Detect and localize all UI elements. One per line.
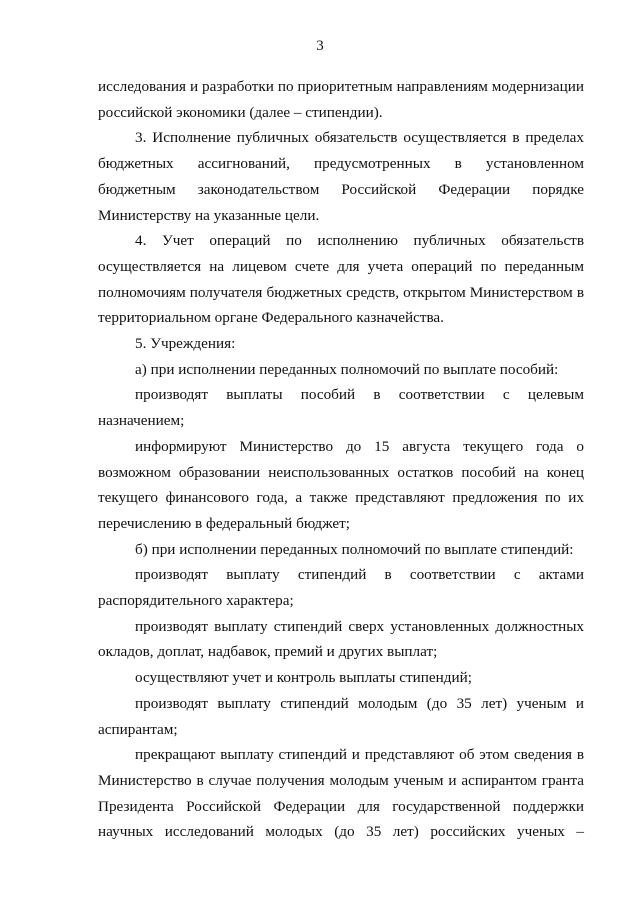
paragraph-item-4: 4. Учет операций по исполнению публичных обязательств осуществляется на лицевом счете для учета операций по переданным полномочиям получателя бюджетных средств, открытом Министерством в территориальном органе Федерального казначейства. [98,232,584,327]
paragraph-item-3: 3. Исполнение публичных обязательств осуществляется в пределах бюджетных ассигнований, предусмотренных в установленном бюджетным законодательством Российской Федерации порядке Министерству на указанные цели. [98,129,584,224]
paragraph-stipend-acts: производят выплату стипендий в соответствии с актами распорядительного характера; [98,566,584,610]
page-number: 3 [316,38,324,54]
paragraph-stipend-young: производят выплату стипендий молодым (до 35 лет) ученым и аспирантам; [98,694,584,738]
paragraph-subitem-b: б) при исполнении переданных полномочий по выплате стипендий: [135,540,574,558]
paragraph-stipend-stop: прекращают выплату стипендий и представляют об этом сведения в Министерство в случае получения молодым ученым и аспирантом гранта Президента Российской Федерации для государственной поддержки научных исследований молодых (до 35 лет) российских ученых – [98,746,584,841]
paragraph-benefit-notice: информируют Министерство до 15 августа текущего года о возможном образовании неиспользованных остатков пособий на конец текущего финансового года, а также представляют предложения по их перечислению в федеральный бюджет; [98,437,584,532]
paragraph-stipend-extra: производят выплату стипендий сверх установленных должностных окладов, доплат, надбавок, премий и других выплат; [98,617,584,661]
paragraph-item-5: 5. Учреждения: [135,335,236,353]
paragraph-stipend-control: осуществляют учет и контроль выплаты стипендий; [135,669,472,687]
document-body [98,74,584,845]
paragraph-subitem-a: а) при исполнении переданных полномочий по выплате пособий: [135,360,559,378]
paragraph-benefit-payments: производят выплаты пособий в соответствии с целевым назначением; [98,386,584,430]
paragraph-continuation: исследования и разработки по приоритетным направлениям модернизации российской экономики (далее – стипендии). [98,78,584,121]
